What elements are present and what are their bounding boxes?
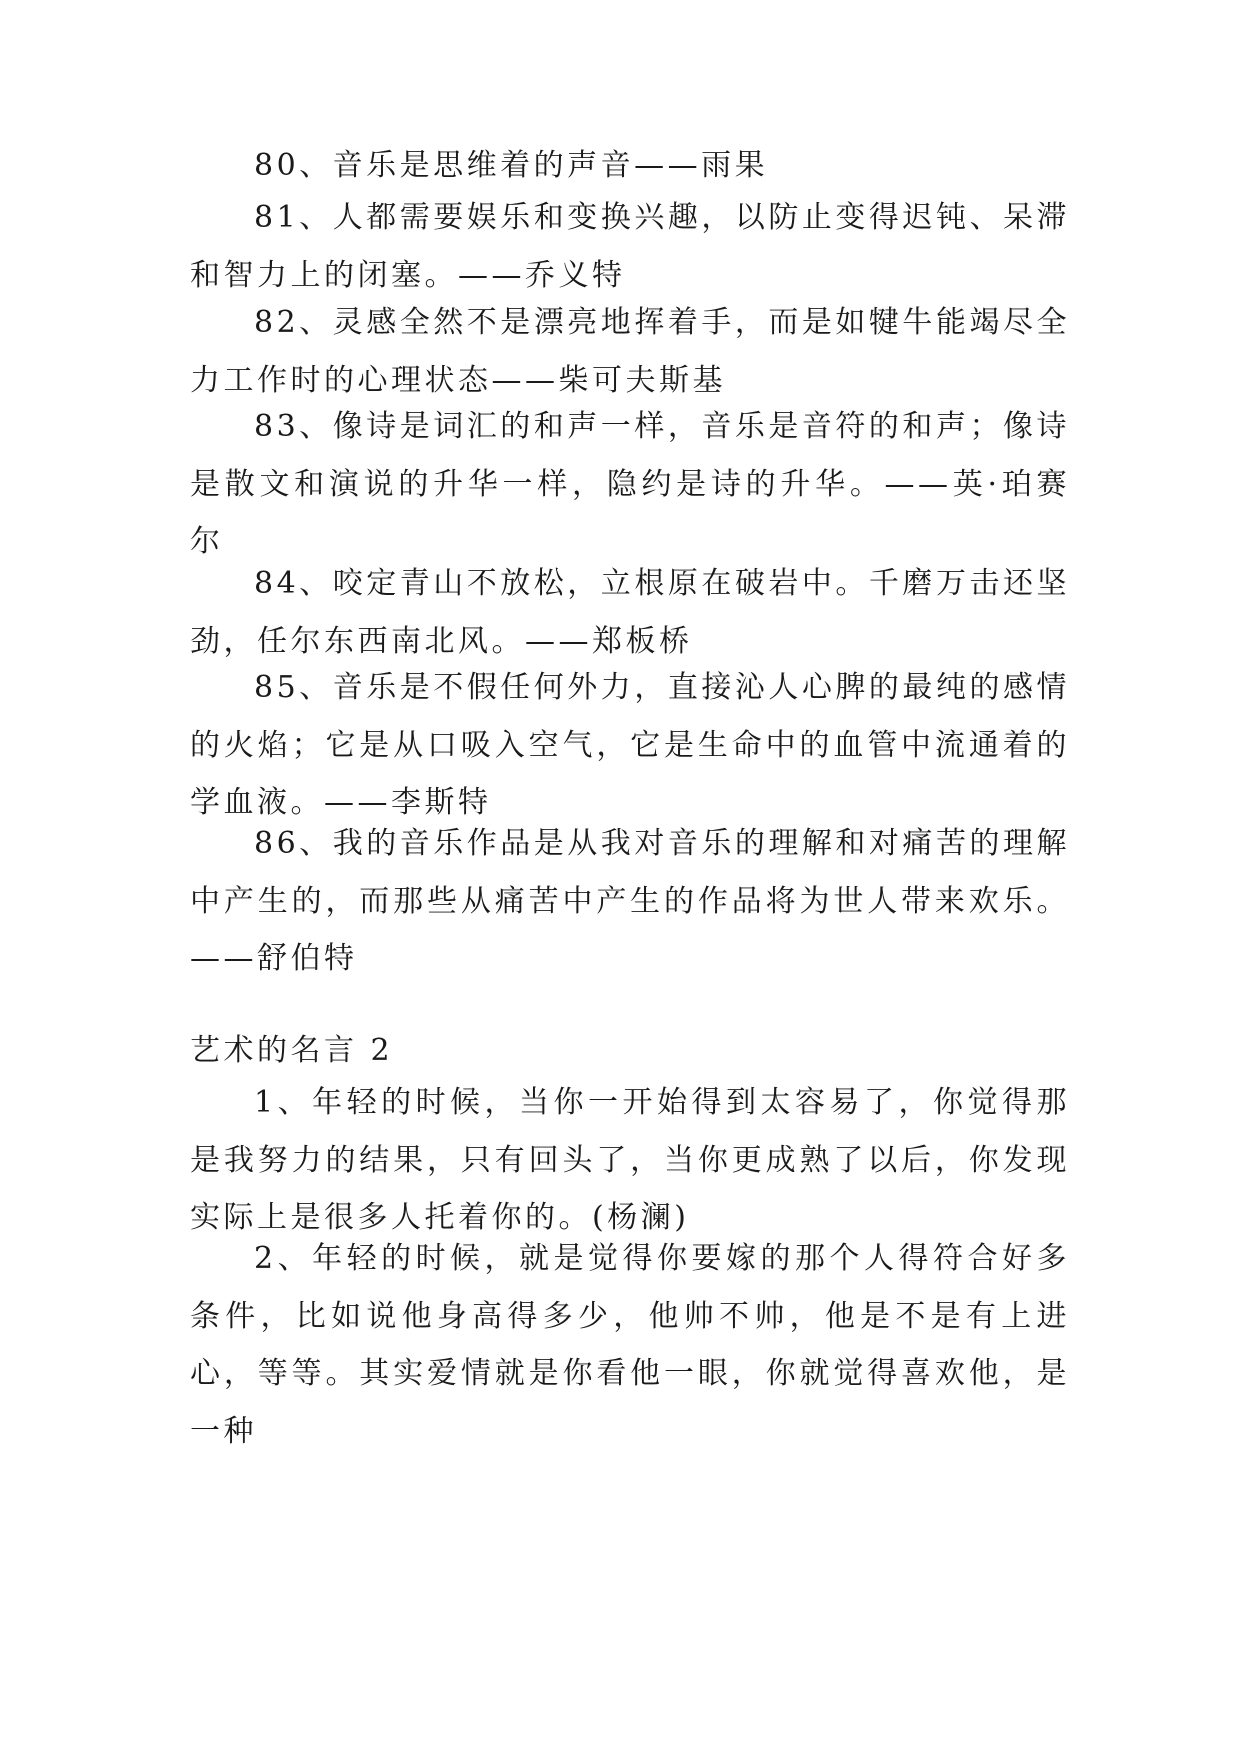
quote-84: 84、咬定青山不放松，立根原在破岩中。千磨万击还坚劲，任尔东西南北风。——郑板桥 [190, 566, 1070, 659]
section-heading: 艺术的名言 2 [190, 1033, 394, 1068]
quote-1: 1、年轻的时候，当你一开始得到太容易了，你觉得那是我努力的结果，只有回头了，当你更成熟了以后，你发现实际上是很多人托着你的。(杨澜) [190, 1085, 1070, 1235]
quote-85: 85、音乐是不假任何外力，直接沁人心脾的最纯的感情的火焰；它是从口吸入空气，它是生命中的血管中流通着的学血液。——李斯特 [190, 670, 1070, 820]
quote-86: 86、我的音乐作品是从我对音乐的理解和对痛苦的理解中产生的，而那些从痛苦中产生的作品将为世人带来欢乐。——舒伯特 [190, 826, 1070, 976]
quote-83: 83、像诗是词汇的和声一样，音乐是音符的和声；像诗是散文和演说的升华一样，隐约是诗的升华。——英·珀赛尔 [190, 409, 1070, 559]
quote-2: 2、年轻的时候，就是觉得你要嫁的那个人得符合好多条件，比如说他身高得多少，他帅不帅，他是不是有上进心，等等。其实爱情就是你看他一眼，你就觉得喜欢他，是一种 [190, 1241, 1070, 1449]
quote-81: 81、人都需要娱乐和变换兴趣，以防止变得迟钝、呆滞和智力上的闭塞。——乔义特 [190, 200, 1070, 293]
quote-82: 82、灵感全然不是漂亮地挥着手，而是如犍牛能竭尽全力工作时的心理状态——柴可夫斯基 [190, 305, 1070, 398]
quote-80: 80、音乐是思维着的声音——雨果 [254, 148, 769, 183]
